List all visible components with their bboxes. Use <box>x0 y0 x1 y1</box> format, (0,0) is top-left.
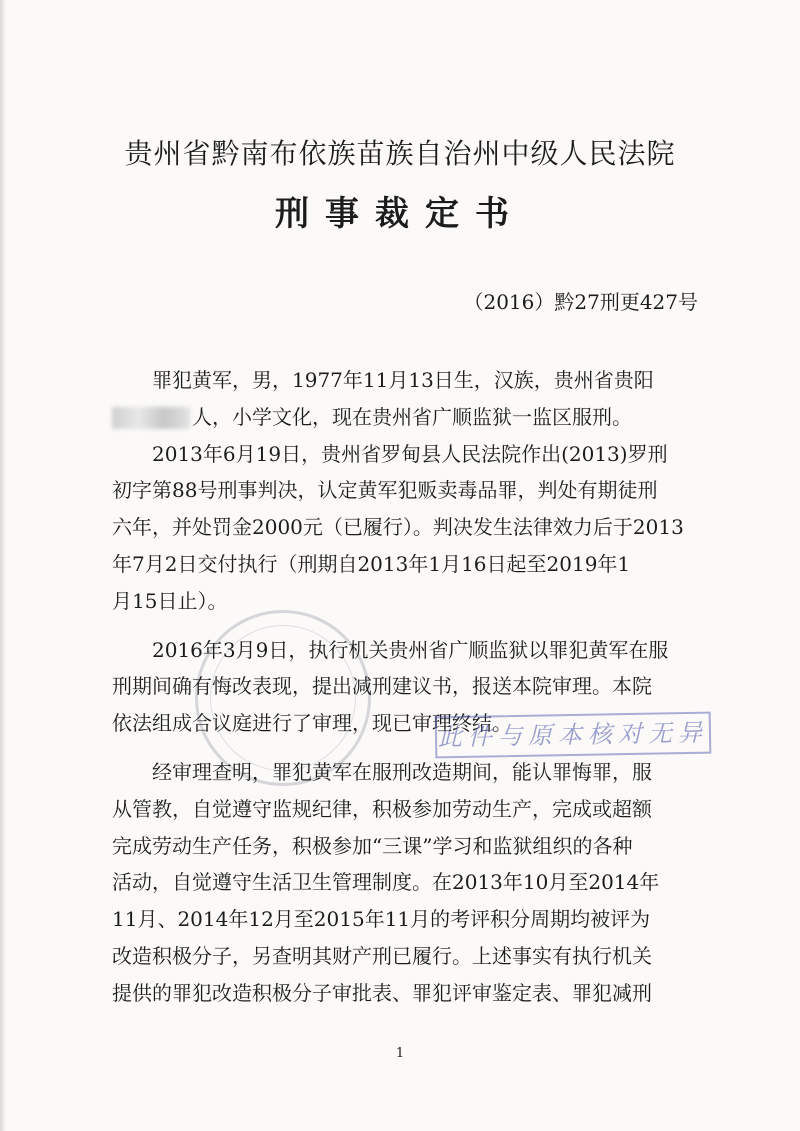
body-line <box>112 754 707 791</box>
body-line <box>112 583 707 620</box>
body-line-text: 年7月2日交付执行（刑期自2013年1月16日起至2019年1 <box>112 551 631 576</box>
body-line <box>112 864 707 901</box>
body-line-text: 2013年6月19日，贵州省罗甸县人民法院作出(2013)罗刑 <box>152 441 668 466</box>
body-line-text: 提供的罪犯改造积极分子审批表、罪犯评审鉴定表、罪犯减刑 <box>112 980 652 1005</box>
body-line-text: 活动，自觉遵守生活卫生管理制度。在2013年10月至2014年 <box>112 870 660 895</box>
body-line-text: 改造积极分子，另查明其财产刑已履行。上述事实有执行机关 <box>112 943 652 968</box>
case-number: （2016）黔27刑更427号 <box>463 290 698 314</box>
body-line-text: 刑期间确有悔改表现，提出减刑建议书，报送本院审理。本院 <box>112 674 652 699</box>
body-line <box>112 436 707 473</box>
body-line <box>112 975 707 1012</box>
body-line <box>112 362 707 399</box>
body-line-text: 月15日止）。 <box>112 588 228 613</box>
body-line-text: 从管教，自觉遵守监规纪律，积极参加劳动生产，完成或超额 <box>112 796 652 821</box>
redacted-text <box>112 407 190 429</box>
court-name: 贵州省黔南布依族苗族自治州中级人民法院 <box>124 137 676 170</box>
body-line <box>112 509 707 546</box>
body-text <box>112 362 707 1012</box>
document-type-title: 刑事裁定书 <box>275 194 525 234</box>
body-line-text: 六年，并处罚金2000元（已履行）。判决发生法律效力后于2013 <box>112 515 684 540</box>
body-line <box>112 938 707 975</box>
body-line-text: 2016年3月9日，执行机关贵州省广顺监狱以罪犯黄军在服 <box>152 637 669 662</box>
body-line-text: 罪犯黄军，男，1977年11月13日生，汉族，贵州省贵阳 <box>152 368 654 392</box>
body-line-text: 依法组成合议庭进行了审理，现已审理终结。 <box>112 711 512 736</box>
body-line <box>112 668 707 705</box>
body-line <box>112 546 707 583</box>
body-line <box>112 399 707 436</box>
body-line <box>112 791 707 828</box>
body-line <box>112 632 707 669</box>
body-line <box>112 828 707 865</box>
body-line <box>112 472 707 509</box>
body-line-text: 初字第88号刑事判决，认定黄军犯贩卖毒品罪，判处有期徒刑 <box>112 478 658 503</box>
body-line-text: 11月、2014年12月至2015年11月的考评积分周期均被评为 <box>112 907 651 932</box>
page-number: 1 <box>395 1046 405 1061</box>
verification-stamp: 此件与原本核对无异 <box>435 712 712 759</box>
body-line-text: 经审理查明，罪犯黄军在服刑改造期间，能认罪悔罪，服 <box>152 759 652 784</box>
body-line-text: 人，小学文化，现在贵州省广顺监狱一监区服刑。 <box>192 404 632 429</box>
body-line <box>112 901 707 938</box>
body-line-text: 完成劳动生产任务，积极参加“三课”学习和监狱组织的各种 <box>112 833 633 858</box>
paragraph-gap <box>112 620 707 632</box>
